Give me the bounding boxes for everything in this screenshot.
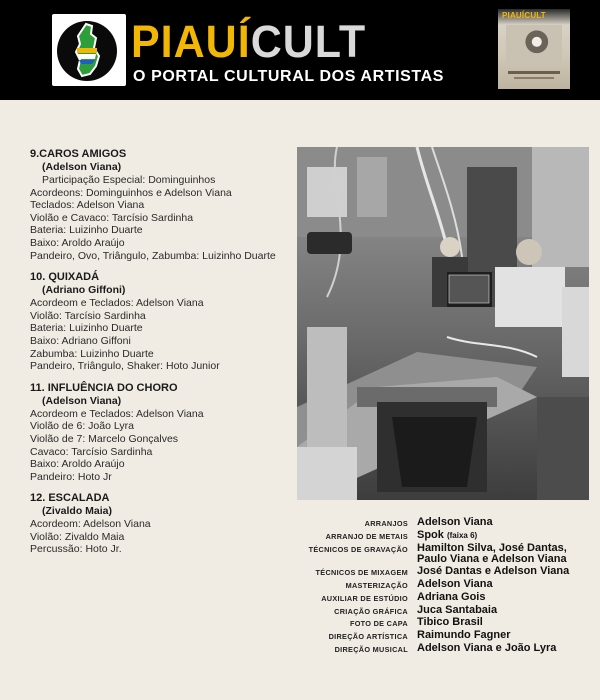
cd-cover-photo (506, 25, 562, 67)
track-author: (Adelson Viana) (42, 394, 122, 407)
credit-names-text: Adelson Viana (417, 516, 493, 528)
track-credit: Bateria: Luizinho Duarte (30, 224, 143, 237)
credit-names (417, 643, 595, 655)
credit-names-text: Adelson Viana (417, 577, 493, 590)
credit-role: MASTERIZAÇÃO (345, 580, 408, 590)
track-credit: Pandeiro, Triângulo, Shaker: Hoto Junior (30, 360, 220, 373)
track-credit: Bateria: Luizinho Duarte (30, 322, 143, 335)
track-credit: Violão e Cavaco: Tarcísio Sardinha (30, 211, 194, 224)
track-credit: Violão: Zivaldo Maia (30, 530, 125, 543)
track-author: (Adelson Viana) (42, 161, 122, 173)
brand-left: PIAUÍ (131, 16, 251, 68)
credit-role: ARRANJO DE METAIS (325, 531, 408, 541)
track-credit: Violão de 7: Marcelo Gonçalves (30, 432, 179, 445)
track-entry (30, 148, 300, 262)
credit-role: CRIAÇÃO GRÁFICA (334, 606, 408, 616)
track-credit: Zabumba: Luizinho Duarte (30, 347, 154, 360)
track-author: (Zivaldo Maia) (42, 505, 113, 518)
credit-names-text: Raimundo Fagner (417, 629, 511, 642)
credit-names-text: Tibico Brasil (417, 616, 483, 629)
track-credit: Acordeom e Teclados: Adelson Viana (30, 407, 204, 420)
track-credit: Participação Especial: Dominguinhos (42, 174, 216, 186)
credit-names (417, 530, 595, 542)
credit-names-text: Spok (417, 528, 444, 541)
credit-names-text: Hamilton Silva, José Dantas, Paulo Viana e Adelson Viana (417, 541, 567, 566)
brand-tagline: O PORTAL CULTURAL DOS ARTISTAS (133, 68, 445, 85)
credit-names (417, 543, 595, 567)
credit-names (417, 592, 595, 604)
credit-row (250, 643, 595, 656)
credit-role: ARRANJOS (364, 519, 408, 528)
track-credit: Baixo: Aroldo Araújo (30, 236, 125, 249)
track-credit: Baixo: Adriano Giffoni (30, 334, 131, 347)
brand-right: CULT (250, 16, 367, 68)
credit-row (250, 543, 595, 567)
credit-names (417, 517, 595, 529)
credit-names (417, 566, 595, 578)
workshop-photo-drawing (297, 147, 589, 500)
cd-caption-line (514, 77, 554, 79)
credit-names-text: Adelson Viana e João Lyra (417, 641, 557, 654)
track-credit: Acordeons: Dominguinhos e Adelson Viana (30, 186, 232, 199)
track-credit: Acordeom: Adelson Viana (30, 518, 151, 531)
credit-names-text: Juca Santabaia (417, 603, 498, 616)
track-credit: Pandeiro: Hoto Jr (30, 470, 112, 483)
track-credit: Acordeom e Teclados: Adelson Viana (30, 297, 204, 310)
track-credit: Cavaco: Tarcísio Sardinha (30, 445, 153, 458)
credit-note: (faixa 6) (446, 530, 478, 540)
credit-role: TÉCNICOS DE MIXAGEM (315, 568, 408, 578)
cd-brand-label: PIAUÍCULT (502, 11, 546, 20)
track-credit: Teclados: Adelson Viana (30, 199, 145, 212)
cd-cover-thumbnail[interactable] (498, 9, 570, 89)
brand-title (131, 18, 366, 66)
track-title: 12. ESCALADA (30, 492, 110, 505)
track-title: 11. INFLUÊNCIA DO CHORO (30, 381, 178, 394)
piaui-map-logo-icon (52, 14, 126, 86)
credit-role: AUXILIAR DE ESTÚDIO (321, 593, 408, 603)
track-credit: Baixo: Aroldo Araújo (30, 458, 125, 471)
credit-names-text: Adriana Gois (417, 590, 486, 603)
site-logo[interactable] (52, 14, 126, 86)
credit-role: FOTO DE CAPA (349, 619, 408, 629)
credit-names-text: José Dantas e Adelson Viana (417, 565, 570, 578)
track-credit: Percussão: Hoto Jr. (30, 543, 122, 556)
track-title: 9.CAROS AMIGOS (30, 148, 127, 160)
track-entry (30, 271, 300, 373)
credit-names (417, 579, 595, 591)
credit-role: DIREÇÃO MUSICAL (334, 644, 408, 654)
workshop-photo (297, 147, 589, 500)
track-credit: Violão de 6: João Lyra (30, 420, 134, 433)
track-author: (Adriano Giffoni) (42, 284, 126, 297)
track-list (30, 148, 300, 565)
track-credit: Pandeiro, Ovo, Triângulo, Zabumba: Luizinho Duarte (30, 249, 276, 262)
cd-caption-line (508, 71, 560, 74)
track-title: 10. QUIXADÁ (30, 271, 100, 284)
credit-names (417, 617, 595, 629)
track-credit: Violão: Tarcísio Sardinha (30, 309, 146, 322)
site-header (0, 0, 600, 100)
credit-names (417, 605, 595, 617)
track-entry (30, 382, 300, 484)
production-credits (250, 517, 595, 656)
credit-role: TÉCNICOS DE GRAVAÇÃO (308, 544, 408, 554)
credit-role: DIREÇÃO ARTÍSTICA (328, 632, 408, 642)
credit-names (417, 630, 595, 642)
